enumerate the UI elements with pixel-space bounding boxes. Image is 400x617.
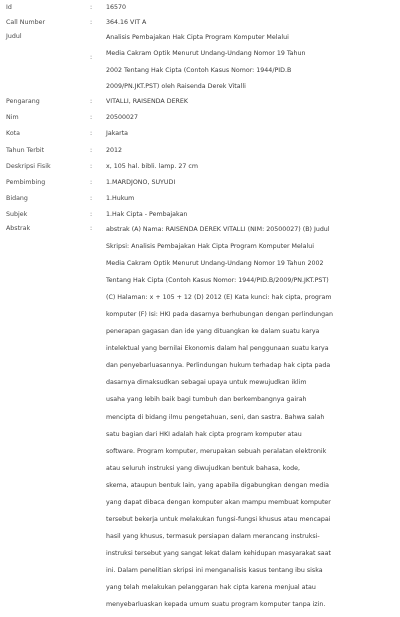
pembimbing-separator: : <box>90 179 93 186</box>
id-separator: : <box>90 4 93 11</box>
abstrak-line: mencipta di bidang ilmu pengetahuan, seni, dan sastra. Bahwa salah <box>106 413 325 421</box>
judul-label: Judul <box>6 33 22 40</box>
abstrak-separator: : <box>90 225 93 232</box>
abstrak-line: hasil yang khusus, termasuk persiapan dalam merancang instruksi- <box>106 532 320 540</box>
abstrak-line: Tentang Hak Cipta (Contoh Kasus Nomor: 1944/PID.B/2009/PN.JKT.PST) <box>106 277 329 285</box>
subjek-separator: : <box>90 211 93 218</box>
bidang-value: 1.Hukum <box>106 195 135 202</box>
judul-line: 2009/PN.JKT.PST) oleh Raisenda Derek Vitalli <box>106 83 246 91</box>
abstrak-label: Abstrak <box>6 225 31 232</box>
judul-line: Analisis Pembajakan Hak Cipta Program Komputer Melalui <box>106 34 289 41</box>
deskripsi-fisik-value: x, 105 hal. bibli. lamp. 27 cm <box>106 163 198 170</box>
abstrak-line: dasarnya dimaksudkan sebagai upaya untuk mewujudkan iklim <box>106 379 307 387</box>
call-number-separator: : <box>90 19 93 26</box>
abstrak-line: intelektual yang bernilai Ekonomis dalam hal penggunaan suatu karya <box>106 345 329 353</box>
judul-line: Media Cakram Optik Menurut Undang-Undang Nomor 19 Tahun <box>106 50 306 58</box>
judul-line: 2002 Tentang Hak Cipta (Contoh Kasus Nomor: 1944/PID.B <box>106 66 292 74</box>
judul-value <box>106 33 394 99</box>
abstrak-line: dan penyebarluasannya. Perlindungan hukum terhadap hak cipta pada <box>106 362 331 370</box>
nim-label: Nim <box>6 114 19 121</box>
deskripsi-fisik-separator: : <box>90 163 93 170</box>
deskripsi-fisik-label: Deskripsi Fisik <box>6 163 51 170</box>
abstrak-line: yang dapat dibaca dengan komputer akan mampu membuat komputer <box>106 498 331 506</box>
bidang-separator: : <box>90 195 93 202</box>
pengarang-label: Pengarang <box>6 98 40 105</box>
abstrak-line: usaha yang lebih baik bagi tumbuh dan berkembangnya gairah <box>106 396 307 404</box>
abstrak-line: abstrak (A) Nama: RAISENDA DEREK VITALLI (NIM: 20500027) (B) Judul <box>106 226 330 233</box>
id-label: Id <box>6 4 12 11</box>
nim-separator: : <box>90 114 93 121</box>
abstrak-line: komputer (F) Isi: HKI pada dasarnya berhubungan dengan perlindungan <box>106 311 334 319</box>
kota-value: Jakarta <box>106 130 129 137</box>
abstrak-line: software. Program komputer, merupakan sebuah peralatan elektronik <box>106 447 327 455</box>
call-number-value: 364.16 VIT A <box>106 19 147 26</box>
abstrak-line: yang telah melakukan pelanggaran hak cipta karena menjual atau <box>106 583 316 591</box>
abstrak-line: tersebut bekerja untuk melakukan fungsi-fungsi khusus atau mencapai <box>106 515 331 523</box>
pembimbing-label: Pembimbing <box>6 179 46 186</box>
tahun-terbit-separator: : <box>90 147 93 154</box>
abstrak-line: penerapan gagasan dan ide yang dituangkan ke dalam suatu karya <box>106 328 320 336</box>
abstrak-line: instruksi tersebut yang sangat lekat dalam kehidupan masyarakat saat <box>106 549 331 557</box>
abstrak-line: (C) Halaman: x + 105 + 12 (D) 2012 (E) Kata kunci: hak cipta, program <box>106 294 332 302</box>
abstrak-line: satu bagian dari HKI adalah hak cipta program komputer atau <box>106 430 302 438</box>
call-number-label: Call Number <box>6 19 46 26</box>
id-value: 16570 <box>106 4 127 11</box>
abstrak-value <box>106 225 394 617</box>
subjek-label: Subjek <box>6 211 28 218</box>
abstrak-line: skema, ataupun bentuk lain, yang apabila digabungkan dengan media <box>106 481 329 489</box>
subjek-value: 1.Hak Cipta - Pembajakan <box>106 211 188 218</box>
abstrak-line: ini. Dalam penelitian skripsi ini menganalisis kasus tentang ibu siska <box>106 566 323 574</box>
kota-label: Kota <box>6 130 20 137</box>
pengarang-separator: : <box>90 98 93 105</box>
abstrak-line: atau seluruh instruksi yang diwujudkan bentuk bahasa, kode, <box>106 464 300 472</box>
judul-separator: : <box>90 54 93 61</box>
bidang-label: Bidang <box>6 195 28 202</box>
abstrak-line: menyebarluaskan kepada umum suatu program komputer tanpa izin. <box>106 601 326 609</box>
pembimbing-value: 1.MARDJONO, SUYUDI <box>106 179 176 186</box>
abstrak-line: Skripsi: Analisis Pembajakan Hak Cipta Program Komputer Melalui <box>106 243 314 251</box>
kota-separator: : <box>90 130 93 137</box>
nim-value: 20500027 <box>106 114 139 121</box>
tahun-terbit-label: Tahun Terbit <box>6 147 45 154</box>
pengarang-value: VITALLI, RAISENDA DEREK <box>106 98 189 105</box>
tahun-terbit-value: 2012 <box>106 147 123 154</box>
abstrak-line: Media Cakram Optik Menurut Undang-Undang Nomor 19 Tahun 2002 <box>106 260 324 268</box>
